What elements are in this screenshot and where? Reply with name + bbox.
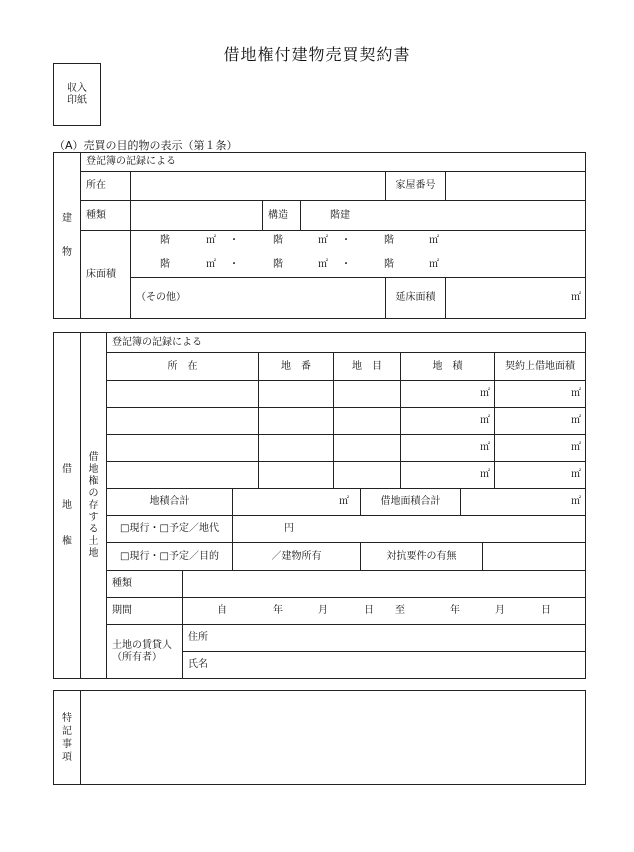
- leased-area-total-label-cell: [360, 488, 461, 516]
- rent-value-cell: [232, 515, 586, 543]
- lessor-label-line2: （所有者）: [112, 651, 162, 663]
- building-registry-note: 登記簿の記録による: [86, 156, 176, 167]
- term-year: 年: [273, 605, 283, 616]
- land-area-cell: [400, 434, 495, 462]
- floor-area-value-cell: [130, 230, 586, 278]
- column-header-label: 所 在: [167, 360, 198, 372]
- perfection-label-cell: [360, 542, 483, 571]
- area-unit: ㎡: [571, 496, 581, 507]
- lessor-address-label: 住所: [188, 632, 208, 643]
- special-notes-label: 特記事項: [62, 712, 72, 763]
- column-header-label: 地 番: [281, 360, 311, 372]
- structure-value-cell: [300, 200, 586, 231]
- revenue-stamp-label-line1: 収入: [67, 82, 87, 94]
- total-floor-area-label: 延床面積: [395, 292, 436, 303]
- floor-area-line: [131, 259, 585, 271]
- leased-area-cell: [494, 461, 586, 489]
- rent-unit: 円: [284, 523, 294, 534]
- structure-label-cell: [262, 200, 301, 231]
- building-registry-note-cell: [80, 152, 586, 172]
- perfection-value-cell: [482, 542, 586, 571]
- floor-unit: 階: [273, 259, 283, 270]
- term-line: [183, 605, 585, 617]
- rent-label: □現行・□予定／地代: [120, 523, 219, 534]
- leased-area-total-value-cell: [460, 488, 586, 516]
- floor-unit: 階: [273, 235, 283, 246]
- special-notes-label-cell: [53, 690, 81, 785]
- section-a-heading: （A）売買の目的物の表示（第１条）: [54, 139, 238, 152]
- land-lot-number-cell: [258, 461, 334, 489]
- land-category-cell: [333, 380, 401, 408]
- term-label-cell: [106, 597, 183, 625]
- purpose-value: ／建物所有: [271, 550, 322, 562]
- leased-area-cell: [494, 380, 586, 408]
- area-unit: ㎡: [571, 442, 581, 453]
- land-lot-number-cell: [258, 380, 334, 408]
- column-header-leased-area: [494, 352, 586, 381]
- building-side-cell: [53, 152, 81, 319]
- lessor-label-line1: 土地の賃貸人: [112, 639, 172, 651]
- column-header-land-category: [333, 352, 401, 381]
- column-header-location: [106, 352, 259, 381]
- area-unit: ㎡: [339, 496, 349, 507]
- land-lot-number-cell: [258, 407, 334, 435]
- land-location-cell: [106, 380, 259, 408]
- area-unit: ㎡: [480, 469, 490, 480]
- separator: ・: [229, 259, 239, 270]
- total-floor-area-value-cell: [445, 277, 586, 319]
- purpose-label-cell: [106, 542, 233, 571]
- column-header-label: 地 目: [352, 360, 382, 372]
- column-header-label: 契約上借地面積: [505, 360, 575, 372]
- area-unit: ㎡: [571, 415, 581, 426]
- leasehold-side-cell: [53, 332, 81, 679]
- floor-area-label: 床面積: [86, 268, 116, 280]
- area-unit: ㎡: [571, 292, 581, 303]
- column-header-land-area: [400, 352, 495, 381]
- leased-land-side-label: 借地権の存する土地: [88, 451, 99, 559]
- leased-area-cell: [494, 407, 586, 435]
- area-unit: ㎡: [571, 388, 581, 399]
- land-category-cell: [333, 407, 401, 435]
- area-unit: ㎡: [206, 235, 216, 246]
- land-category-cell: [333, 434, 401, 462]
- purpose-label: □現行・□予定／目的: [120, 550, 219, 562]
- floor-area-line: [131, 235, 585, 247]
- leased-area-total-label: 借地面積合計: [380, 496, 441, 507]
- term-month: 月: [495, 605, 505, 616]
- leasehold-type-label: 種類: [112, 578, 132, 589]
- purpose-value-cell: [232, 542, 361, 571]
- leasehold-side-label: 借地権: [62, 463, 72, 547]
- area-unit: ㎡: [571, 469, 581, 480]
- floor-unit: 階: [384, 235, 394, 246]
- building-side-label: 建物: [62, 212, 72, 258]
- area-unit: ㎡: [429, 235, 439, 246]
- floor-unit: 階: [160, 235, 170, 246]
- column-header-label: 地 積: [432, 360, 463, 372]
- term-month: 月: [318, 605, 328, 616]
- land-area-total-value-cell: [232, 488, 361, 516]
- floor-unit: 階: [160, 259, 170, 270]
- rent-label-cell: [106, 515, 233, 543]
- land-registry-note: 登記簿の記録による: [112, 336, 202, 348]
- total-floor-area-label-cell: [385, 277, 446, 319]
- house-number-label: 家屋番号: [395, 180, 436, 191]
- land-area-cell: [400, 461, 495, 489]
- term-to: 至: [395, 605, 405, 616]
- perfection-label: 対抗要件の有無: [386, 550, 457, 562]
- leasehold-type-value-cell: [182, 570, 586, 598]
- building-location-value-cell: [130, 171, 386, 201]
- column-header-lot-number: [258, 352, 334, 381]
- term-year: 年: [450, 605, 460, 616]
- lessor-name-cell: [182, 651, 586, 679]
- floor-area-label-cell: [80, 230, 131, 319]
- leased-area-cell: [494, 434, 586, 462]
- area-unit: ㎡: [429, 259, 439, 270]
- area-unit: ㎡: [480, 442, 490, 453]
- lessor-label-cell: [106, 624, 183, 679]
- building-location-label-cell: [80, 171, 131, 201]
- separator: ・: [341, 235, 351, 246]
- area-unit: ㎡: [480, 415, 490, 426]
- term-label: 期間: [112, 605, 132, 616]
- special-notes-content-cell: [80, 690, 586, 785]
- other-floor-cell: [130, 277, 386, 319]
- term-day: 日: [364, 605, 374, 616]
- building-type-value-cell: [130, 200, 263, 231]
- building-location-label: 所在: [86, 180, 106, 191]
- revenue-stamp-label-line2: 印紙: [67, 94, 87, 106]
- house-number-value-cell: [445, 171, 586, 201]
- land-area-cell: [400, 380, 495, 408]
- other-label: （その他）: [136, 292, 186, 303]
- area-unit: ㎡: [206, 259, 216, 270]
- land-lot-number-cell: [258, 434, 334, 462]
- land-area-total-label: 地積合計: [149, 496, 190, 507]
- house-number-label-cell: [385, 171, 446, 201]
- land-location-cell: [106, 461, 259, 489]
- area-unit: ㎡: [480, 388, 490, 399]
- term-from: 自: [217, 605, 227, 616]
- land-location-cell: [106, 407, 259, 435]
- floor-unit: 階: [384, 259, 394, 270]
- lessor-name-label: 氏名: [188, 659, 208, 670]
- leased-land-side-cell: [80, 332, 107, 679]
- term-day: 日: [541, 605, 551, 616]
- building-type-label: 種類: [86, 209, 106, 221]
- leasehold-type-label-cell: [106, 570, 183, 598]
- land-registry-note-cell: [106, 332, 586, 353]
- separator: ・: [229, 235, 239, 246]
- land-area-cell: [400, 407, 495, 435]
- area-unit: ㎡: [318, 259, 328, 270]
- structure-label: 構造: [268, 209, 288, 221]
- area-unit: ㎡: [318, 235, 328, 246]
- term-value-cell: [182, 597, 586, 625]
- stories-unit: 階建: [330, 209, 350, 221]
- document-title: 借地権付建物売買契約書: [223, 45, 411, 64]
- separator: ・: [341, 259, 351, 270]
- land-category-cell: [333, 461, 401, 489]
- lessor-address-cell: [182, 624, 586, 652]
- land-location-cell: [106, 434, 259, 462]
- land-area-total-label-cell: [106, 488, 233, 516]
- building-type-label-cell: [80, 200, 131, 231]
- revenue-stamp-box: [53, 63, 101, 126]
